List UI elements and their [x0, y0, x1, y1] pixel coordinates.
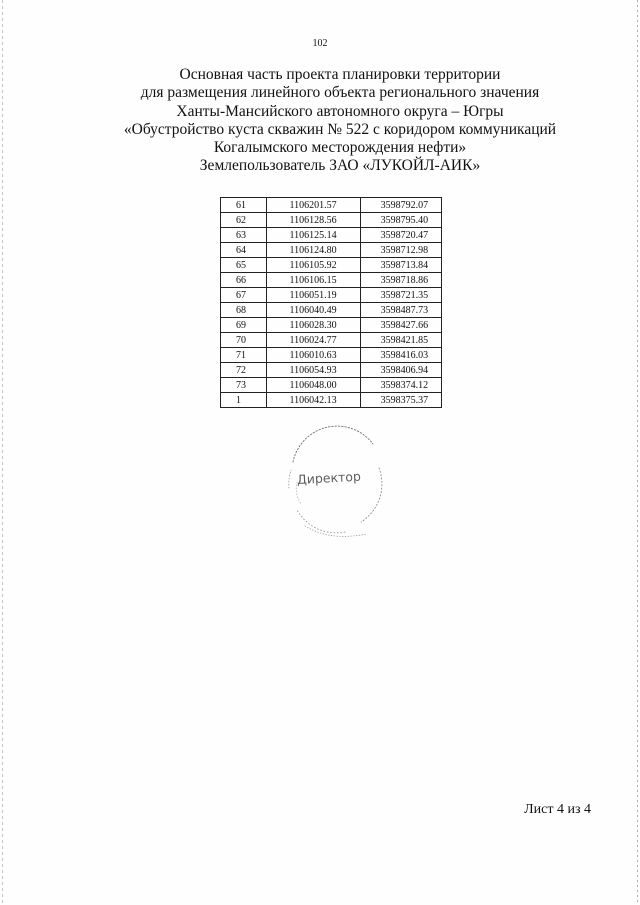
table-row	[221, 228, 442, 243]
page-number: 102	[312, 38, 328, 49]
y-coordinate-cell: 3598374.12	[360, 378, 441, 393]
y-coordinate-cell: 3598792.07	[360, 198, 441, 213]
y-coordinate-cell: 3598375.37	[360, 393, 441, 408]
table-row	[221, 378, 442, 393]
table-row	[221, 363, 442, 378]
point-number-cell: 66	[221, 273, 267, 288]
y-coordinate-cell: 3598427.66	[360, 318, 441, 333]
stamp-text: Директор	[296, 468, 362, 487]
point-number-cell: 62	[221, 213, 267, 228]
heading-line-3: Ханты-Мансийского автономного округа – Югры	[176, 102, 504, 120]
point-number-cell: 72	[221, 363, 267, 378]
table-row	[221, 348, 442, 363]
point-number-cell: 63	[221, 228, 267, 243]
table-row	[221, 318, 442, 333]
point-number-cell: 61	[221, 198, 267, 213]
y-coordinate-cell: 3598795.40	[360, 213, 441, 228]
x-coordinate-cell: 1106042.13	[266, 393, 360, 408]
point-number-cell: 67	[221, 288, 267, 303]
x-coordinate-cell: 1106105.92	[266, 258, 360, 273]
document-heading	[40, 66, 640, 176]
table-row	[221, 273, 442, 288]
x-coordinate-cell: 1106048.00	[266, 378, 360, 393]
x-coordinate-cell: 1106106.15	[266, 273, 360, 288]
y-coordinate-cell: 3598406.94	[360, 363, 441, 378]
heading-line-2: для размещения линейного объекта регионального значения	[140, 84, 540, 102]
coordinates-table-body	[221, 198, 442, 408]
y-coordinate-cell: 3598718.86	[360, 273, 441, 288]
heading-line-1: Основная часть проекта планировки территории	[179, 66, 501, 83]
table-row	[221, 288, 442, 303]
x-coordinate-cell: 1106051.19	[266, 288, 360, 303]
x-coordinate-cell: 1106024.77	[266, 333, 360, 348]
y-coordinate-cell: 3598421.85	[360, 333, 441, 348]
y-coordinate-cell: 3598721.35	[360, 288, 441, 303]
point-number-cell: 73	[221, 378, 267, 393]
point-number-cell: 70	[221, 333, 267, 348]
y-coordinate-cell: 3598720.47	[360, 228, 441, 243]
table-row	[221, 333, 442, 348]
point-number-cell: 1	[221, 393, 267, 408]
point-number-cell: 64	[221, 243, 267, 258]
table-row	[221, 393, 442, 408]
y-coordinate-cell: 3598713.84	[360, 258, 441, 273]
x-coordinate-cell: 1106054.93	[266, 363, 360, 378]
point-number-cell: 69	[221, 318, 267, 333]
x-coordinate-cell: 1106028.30	[266, 318, 360, 333]
table-row	[221, 303, 442, 318]
sheet-counter: Лист 4 из 4	[524, 802, 591, 817]
heading-line-5: Когалымского месторождения нефти»	[213, 139, 467, 157]
point-number-cell: 65	[221, 258, 267, 273]
table-row	[221, 258, 442, 273]
table-row	[221, 243, 442, 258]
director-stamp	[275, 418, 395, 543]
y-coordinate-cell: 3598416.03	[360, 348, 441, 363]
heading-line-4: «Обустройство куста скважин № 522 с коридором коммуникаций	[123, 120, 557, 138]
x-coordinate-cell: 1106010.63	[266, 348, 360, 363]
y-coordinate-cell: 3598712.98	[360, 243, 441, 258]
scan-edge-left	[2, 0, 3, 905]
x-coordinate-cell: 1106124.80	[266, 243, 360, 258]
point-number-cell: 71	[221, 348, 267, 363]
coordinates-table	[220, 197, 442, 408]
point-number-cell: 68	[221, 303, 267, 318]
x-coordinate-cell: 1106128.56	[266, 213, 360, 228]
x-coordinate-cell: 1106040.49	[266, 303, 360, 318]
x-coordinate-cell: 1106125.14	[266, 228, 360, 243]
y-coordinate-cell: 3598487.73	[360, 303, 441, 318]
x-coordinate-cell: 1106201.57	[266, 198, 360, 213]
table-row	[221, 213, 442, 228]
heading-line-6: Землепользователь ЗАО «ЛУКОЙЛ-АИК»	[199, 157, 481, 175]
table-row	[221, 198, 442, 213]
